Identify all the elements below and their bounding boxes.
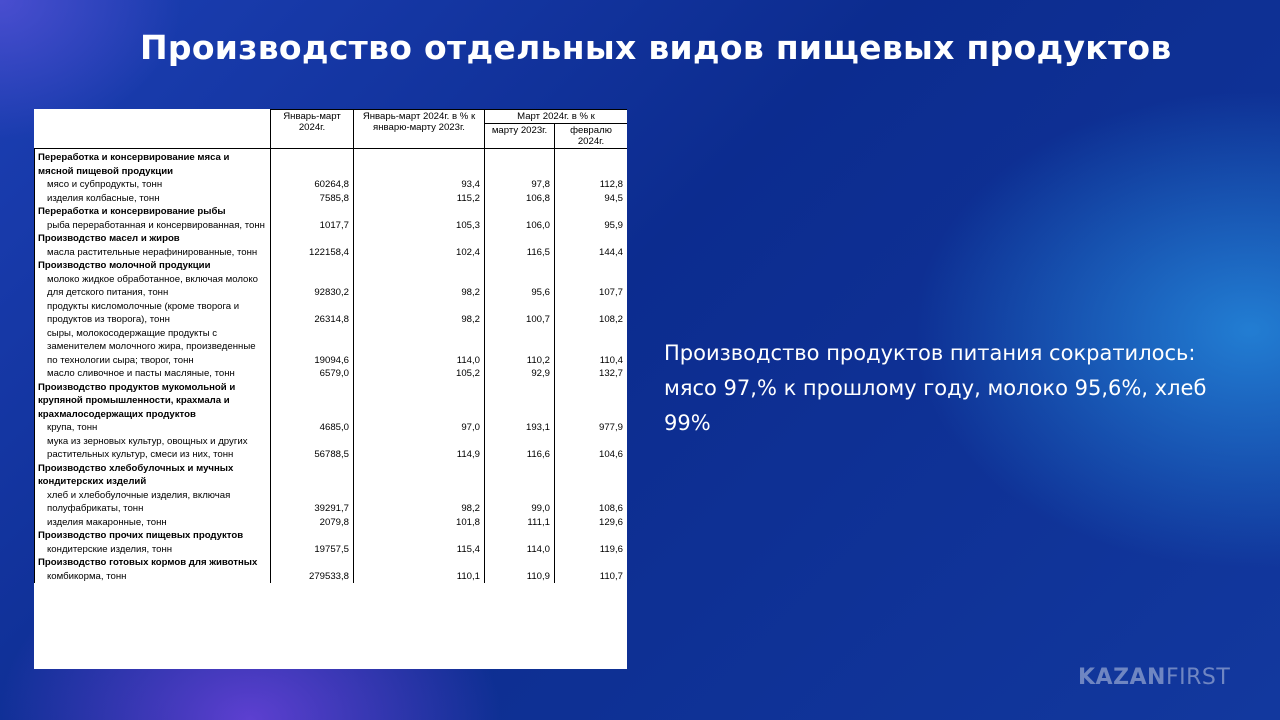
value-col-2: 114,0: [354, 327, 485, 368]
value-col-2: [354, 529, 485, 543]
value-col-1: [271, 259, 354, 273]
value-col-4: 144,4: [555, 246, 628, 260]
value-col-4: 119,6: [555, 543, 628, 557]
table-row: [35, 435, 628, 462]
row-label: мясо и субпродукты, тонн: [35, 178, 271, 192]
value-col-2: 98,2: [354, 273, 485, 300]
production-table: [34, 109, 627, 583]
section-label: Производство готовых кормов для животных: [35, 556, 271, 570]
value-col-1: 6579,0: [271, 367, 354, 381]
value-col-4: 110,4: [555, 327, 628, 368]
table-row: [35, 192, 628, 206]
row-label: изделия колбасные, тонн: [35, 192, 271, 206]
value-col-4: [555, 556, 628, 570]
value-col-1: [271, 381, 354, 422]
table-section-row: [35, 232, 628, 246]
table-section-row: [35, 556, 628, 570]
value-col-3: 106,0: [485, 219, 555, 233]
value-col-2: 105,2: [354, 367, 485, 381]
value-col-2: [354, 381, 485, 422]
table-row: [35, 570, 628, 584]
value-col-3: 99,0: [485, 489, 555, 516]
value-col-3: 116,5: [485, 246, 555, 260]
value-col-2: [354, 205, 485, 219]
value-col-4: [555, 381, 628, 422]
table-row: [35, 421, 628, 435]
value-col-1: 19094,6: [271, 327, 354, 368]
section-label: Производство молочной продукции: [35, 259, 271, 273]
value-col-1: 26314,8: [271, 300, 354, 327]
section-label: Переработка и консервирование рыбы: [35, 205, 271, 219]
statistics-table-image: [34, 109, 627, 669]
value-col-2: 105,3: [354, 219, 485, 233]
table-section-row: [35, 149, 628, 179]
value-col-4: [555, 205, 628, 219]
value-col-3: 100,7: [485, 300, 555, 327]
value-col-1: [271, 205, 354, 219]
value-col-4: 104,6: [555, 435, 628, 462]
value-col-4: 112,8: [555, 178, 628, 192]
value-col-1: [271, 149, 354, 179]
slide-title: Производство отдельных видов пищевых продуктов: [140, 28, 1172, 67]
table-row: [35, 543, 628, 557]
value-col-2: [354, 462, 485, 489]
value-col-3: [485, 556, 555, 570]
value-col-3: 97,8: [485, 178, 555, 192]
value-col-3: 114,0: [485, 543, 555, 557]
row-label: сыры, молокосодержащие продукты с заменителем молочного жира, произведенные по технологии сыра; творог, тонн: [35, 327, 271, 368]
value-col-1: 4685,0: [271, 421, 354, 435]
value-col-2: 101,8: [354, 516, 485, 530]
table-row: [35, 367, 628, 381]
table-row: [35, 273, 628, 300]
value-col-1: 122158,4: [271, 246, 354, 260]
value-col-3: 116,6: [485, 435, 555, 462]
table-row: [35, 489, 628, 516]
value-col-2: 102,4: [354, 246, 485, 260]
kazanfirst-logo: [1078, 665, 1230, 690]
row-label: молоко жидкое обработанное, включая молоко для детского питания, тонн: [35, 273, 271, 300]
value-col-1: 279533,8: [271, 570, 354, 584]
value-col-4: [555, 529, 628, 543]
section-label: Переработка и консервирование мяса и мясной пищевой продукции: [35, 149, 271, 179]
table-row: [35, 300, 628, 327]
header-march-group: Март 2024г. в % к: [485, 110, 628, 124]
value-col-1: [271, 462, 354, 489]
value-col-2: 110,1: [354, 570, 485, 584]
header-february-2024: февралю 2024г.: [555, 124, 628, 149]
row-label: мука из зерновых культур, овощных и других растительных культур, смеси из них, тонн: [35, 435, 271, 462]
table-section-row: [35, 529, 628, 543]
value-col-3: 92,9: [485, 367, 555, 381]
row-label: продукты кисломолочные (кроме творога и продуктов из творога), тонн: [35, 300, 271, 327]
row-label: масло сливочное и пасты масляные, тонн: [35, 367, 271, 381]
value-col-2: [354, 556, 485, 570]
value-col-3: [485, 232, 555, 246]
row-label: кондитерские изделия, тонн: [35, 543, 271, 557]
value-col-3: 106,8: [485, 192, 555, 206]
table-row: [35, 327, 628, 368]
value-col-4: 107,7: [555, 273, 628, 300]
value-col-4: 94,5: [555, 192, 628, 206]
value-col-2: 115,4: [354, 543, 485, 557]
table-row: [35, 516, 628, 530]
row-label: хлеб и хлебобулочные изделия, включая полуфабрикаты, тонн: [35, 489, 271, 516]
table-row: [35, 178, 628, 192]
table-section-row: [35, 381, 628, 422]
header-blank-cell: [35, 110, 271, 149]
value-col-4: [555, 462, 628, 489]
value-col-1: 39291,7: [271, 489, 354, 516]
value-col-4: [555, 149, 628, 179]
section-label: Производство продуктов мукомольной и крупяной промышленности, крахмала и крахмалосодержащих продуктов: [35, 381, 271, 422]
row-label: масла растительные нерафинированные, тонн: [35, 246, 271, 260]
value-col-2: [354, 149, 485, 179]
summary-text: Производство продуктов питания сократилось: мясо 97,% к прошлому году, молоко 95,6%, хлеб 99%: [664, 341, 1207, 435]
table-row: [35, 219, 628, 233]
value-col-2: 115,2: [354, 192, 485, 206]
value-col-1: 7585,8: [271, 192, 354, 206]
value-col-3: 193,1: [485, 421, 555, 435]
value-col-4: 129,6: [555, 516, 628, 530]
row-label: комбикорма, тонн: [35, 570, 271, 584]
header-march-2023: марту 2023г.: [485, 124, 555, 149]
value-col-1: [271, 529, 354, 543]
value-col-4: [555, 232, 628, 246]
header-jan-mar-2024: Январь-март 2024г.: [271, 110, 354, 149]
value-col-4: 110,7: [555, 570, 628, 584]
value-col-3: [485, 205, 555, 219]
value-col-1: [271, 556, 354, 570]
value-col-3: [485, 529, 555, 543]
value-col-3: 110,9: [485, 570, 555, 584]
value-col-4: 132,7: [555, 367, 628, 381]
value-col-2: 93,4: [354, 178, 485, 192]
section-label: Производство прочих пищевых продуктов: [35, 529, 271, 543]
row-label: крупа, тонн: [35, 421, 271, 435]
value-col-2: 98,2: [354, 300, 485, 327]
value-col-3: [485, 381, 555, 422]
row-label: рыба переработанная и консервированная, тонн: [35, 219, 271, 233]
value-col-4: 108,6: [555, 489, 628, 516]
value-col-3: 110,2: [485, 327, 555, 368]
value-col-2: [354, 259, 485, 273]
table-body: [35, 149, 628, 584]
value-col-1: [271, 232, 354, 246]
value-col-1: 92830,2: [271, 273, 354, 300]
value-col-2: 97,0: [354, 421, 485, 435]
value-col-3: 111,1: [485, 516, 555, 530]
value-col-3: 95,6: [485, 273, 555, 300]
value-col-1: 1017,7: [271, 219, 354, 233]
value-col-4: [555, 259, 628, 273]
table-section-row: [35, 462, 628, 489]
logo-kazan: KAZAN: [1078, 665, 1166, 690]
value-col-3: [485, 259, 555, 273]
header-jan-mar-percent: Январь-март 2024г. в % к январю-марту 2023г.: [354, 110, 485, 149]
table-section-row: [35, 259, 628, 273]
value-col-4: 977,9: [555, 421, 628, 435]
value-col-1: 56788,5: [271, 435, 354, 462]
value-col-2: 98,2: [354, 489, 485, 516]
logo-first: FIRST: [1165, 665, 1231, 690]
value-col-3: [485, 149, 555, 179]
table-section-row: [35, 205, 628, 219]
value-col-1: 60264,8: [271, 178, 354, 192]
value-col-1: 19757,5: [271, 543, 354, 557]
value-col-2: 114,9: [354, 435, 485, 462]
section-label: Производство хлебобулочных и мучных кондитерских изделий: [35, 462, 271, 489]
value-col-4: 108,2: [555, 300, 628, 327]
section-label: Производство масел и жиров: [35, 232, 271, 246]
row-label: изделия макаронные, тонн: [35, 516, 271, 530]
table-row: [35, 246, 628, 260]
value-col-4: 95,9: [555, 219, 628, 233]
value-col-3: [485, 462, 555, 489]
value-col-2: [354, 232, 485, 246]
value-col-1: 2079,8: [271, 516, 354, 530]
